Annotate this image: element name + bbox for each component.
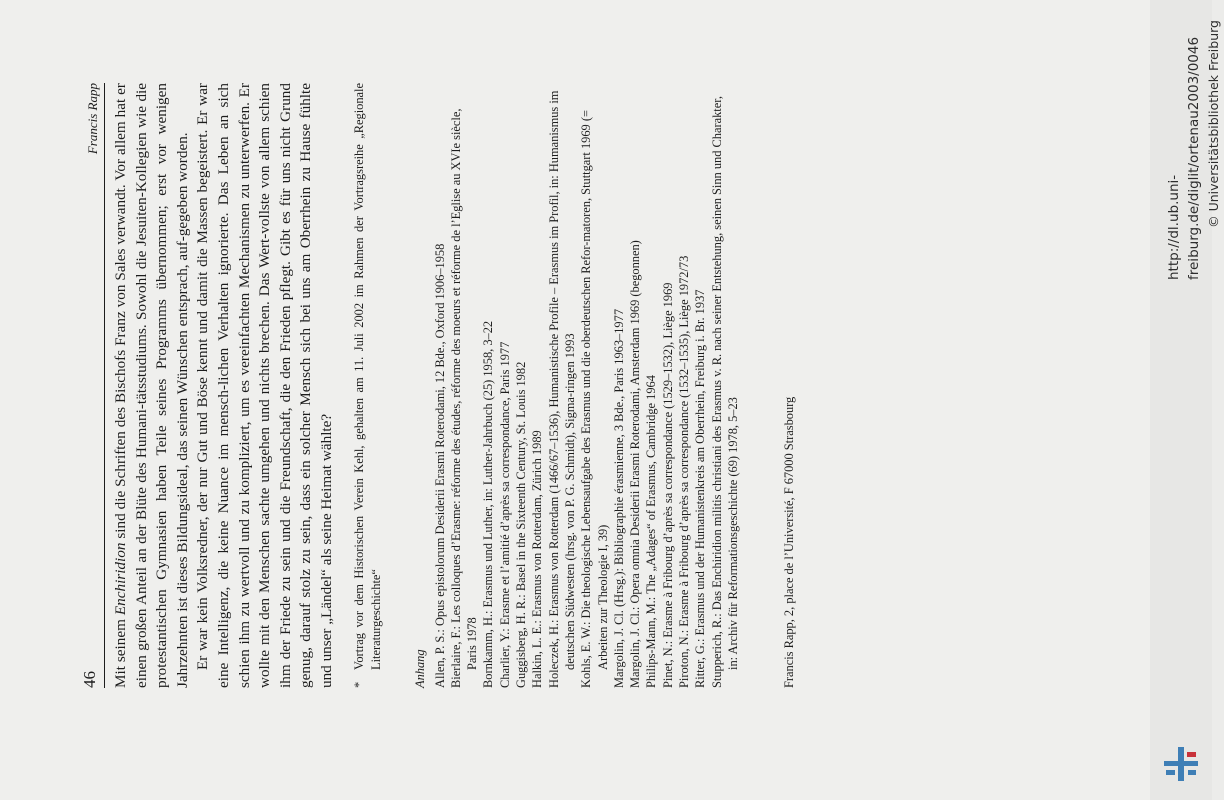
paragraph-text: verwandt. Vor allem hat er einen großen Anteil an der Blüte des Humani-tätsstudiums. Sowohl die Jesuiten-Kollegien wie die protestantischen Gymnasien haben Teile seines Programms übernommen; erst vor wenigen Jahrzehnten ist dieses Bildungsideal, das seinen Wünschen entsprach, auf-gegeben worden. <box>112 83 191 688</box>
copyright-notice: © Universitätsbibliothek Freiburg <box>1206 20 1221 228</box>
bibliography-entry: Charlier, Y.: Erasme et l’amitié d’après sa correspondance, Paris 1977 <box>497 341 512 688</box>
bibliography-entry: Allen, P. S.: Opus epistolorum Desiderii Erasmi Roterodami, 12 Bde., Oxford 1906–1958 <box>432 243 447 688</box>
bibliography-entry: Guggisberg, H. R.: Basel in the Sixteenth Century, St. Louis 1982 <box>514 361 529 688</box>
bibliography-entry: Bornkamm, H.: Erasmus und Luther, in: Luther-Jahrbuch (25) 1958, 3–22 <box>481 320 496 688</box>
logo-graphic <box>1161 744 1201 784</box>
page-number: 46 <box>80 671 99 688</box>
logo-bar <box>1166 770 1175 775</box>
footnote-text: Vortrag vor dem Historischen Verein Kehl, gehalten am 11. Juli 2002 im Rahmen der Vortragsreihe „Regionale Literaturgeschichte“ <box>351 83 383 670</box>
body-paragraph: Er war kein Volksredner, der nur Gut und Böse kennt und damit die Massen begeistert. Er war eine Intelligenz, die keine Nuance im mensch-lichen Verhalten ignorierte. Das Leben an sich schien ihm zu wertvoll und zu kompliziert, um es vereinfachten Mechanismen zu unterwerfen. Er wollte mit den Menschen sachte umgehen und nichts brechen. Das Wert-vollste von allem schien ihm der Friede zu sein und die Freundschaft, die den Frieden pflegt. Gibt es für uns nicht Grund genug, darauf stolz zu sein, dass ein solcher Mensch sich bei uns am Oberrhein zu Hause fühlte und unser „Ländel“ als seine Heimat wählte? <box>194 83 335 688</box>
author-address: Francis Rapp, 2, place de l’Université, F 67000 Strasbourg <box>782 396 797 688</box>
page-content <box>80 83 800 688</box>
bibliography-list <box>432 83 742 688</box>
source-url[interactable]: http://dl.ub.uni-freiburg.de/diglit/ortenau2003/0046 <box>1166 36 1202 280</box>
annex-heading: Anhang <box>412 649 427 688</box>
bibliography-entry: Ritter, G.: Erasmus und der Humanistenkreis am Oberrhein, Freiburg i. Br. 1937 <box>693 289 708 688</box>
bibliography-entry: Bierlaire, F.: Les colloques d’Erasme: réforme des études, réforme des moeurs et réforme de l’Eglise au XVIe siècle, Paris 1978 <box>448 108 480 688</box>
bibliography-entry: Halkin, L. E.: Erasmus von Rotterdam, Zürich 1989 <box>530 430 545 688</box>
italic-title: Enchiridion <box>112 542 129 616</box>
bibliography-entry: Margolin, J. Cl.: Opera omnia Desiderii Erasmi Roterodami, Amsterdam 1969 (begonnen) <box>628 240 643 688</box>
body-paragraph <box>111 83 193 688</box>
page-header <box>80 83 105 688</box>
logo-bar <box>1178 747 1184 781</box>
bibliography-entry: Holeczek, H.: Erasmus von Rotterdam (1466/67–1536), Humanistische Profile – Erasmus im Profil, in: Humanismus im deutschen Südwesten (hrsg. von P. G. Schmidt), Sigma-ringen 1993 <box>546 90 577 688</box>
bibliography-entry: Stupperich, R.: Das Enchiridion militis christiani des Erasmus v. R. nach seiner Entstehung, seinen Sinn und Charakter, in: Archiv für Reformationsgeschichte (69) 1978, 5–23 <box>709 96 740 688</box>
logo-bar <box>1188 770 1196 775</box>
footnote <box>351 83 385 688</box>
bibliography-entry: Philips-Mann, M.: The „Adages“ of Erasmus, Cambridge 1964 <box>644 375 659 688</box>
running-head: Francis Rapp <box>85 83 100 155</box>
library-logo-icon <box>1161 744 1201 784</box>
footnote-marker: * <box>351 681 366 688</box>
logo-bar <box>1187 752 1196 757</box>
bibliography-entry: Margolin, J. Cl. (Hrsg.): Bibliographie érasmienne, 3 Bde., Paris 1963–1977 <box>611 308 626 688</box>
paragraph-lead-tail: sind die Schriften des Bischofs Franz von Sales <box>112 244 129 543</box>
bibliography-entry: Pinet, N.: Erasme à Fribourg d’après sa correspondance (1529–1532), Liège 1969 <box>660 282 675 688</box>
library-watermark <box>1164 20 1224 280</box>
paragraph-lead: Mit seinem <box>112 615 129 688</box>
bibliography-entry: Piroton, N.: Erasme à Fribourg d’après sa correspondance (1532–1535), Liège 1972/73 <box>676 255 691 688</box>
bibliography-entry: Kohls, E. W.: Die theologische Lebensaufgabe des Erasmus und die oberdeutschen Refor-matoren, Stuttgart 1969 (= Arbeiten zur Theologie I, 39) <box>579 110 610 688</box>
